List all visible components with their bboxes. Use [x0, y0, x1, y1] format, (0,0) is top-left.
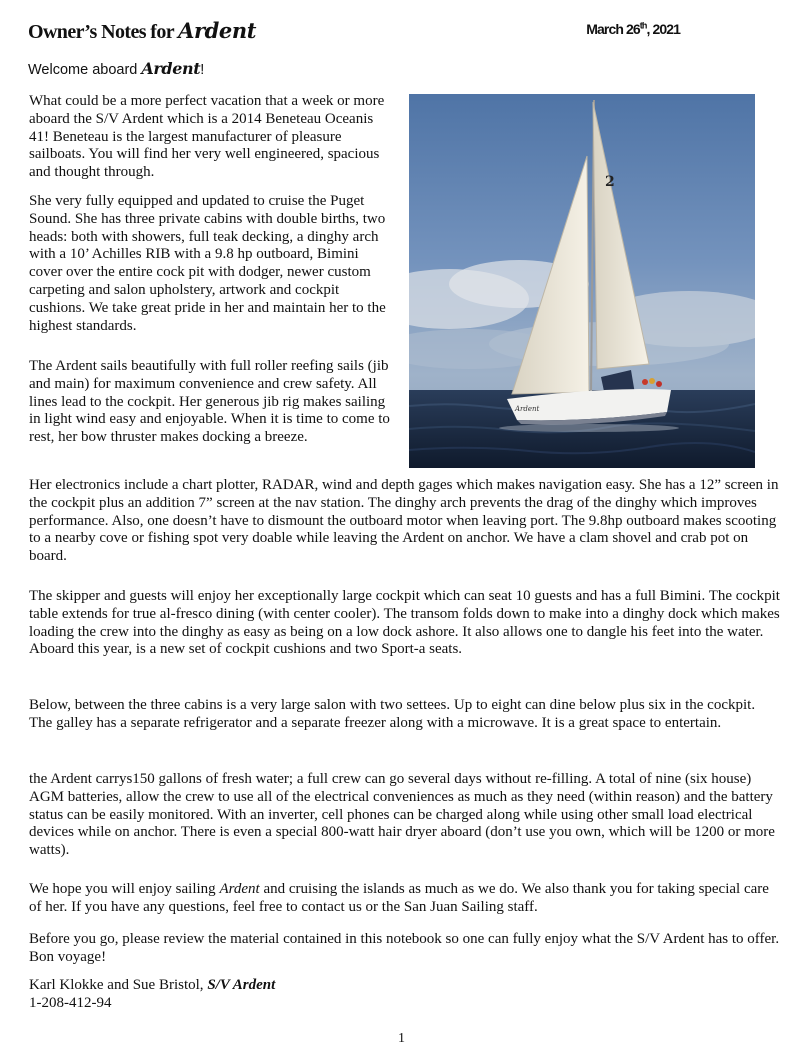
page-title — [28, 18, 256, 44]
equipment-paragraph: She very fully equipped and updated to cruise the Puget Sound. She has three private cabins with double births, two heads: both with showers, full teak decking, a dinghy arch with a 10’ Achilles RIB with a 9.8 hp outboard, Bimini cover over the entire cock pit with dodger, newer custom carpeting and salon upholstery, artwork and cockpit cushions. We take great pride in her and maintain her to the highest standards. — [29, 193, 386, 334]
welcome-prefix: Welcome aboard — [28, 62, 142, 78]
title-boat-name: Ardent — [178, 18, 257, 43]
document-date — [586, 21, 680, 37]
cockpit-paragraph: The skipper and guests will enjoy her exceptionally large cockpit which can seat 10 guests and has a full Bimini. The cockpit table extends for true al-fresco dining (with center cooler). The transom folds down to make into a dinghy dock which makes loading the crew into the dinghy as easy as being on a low dock ashore. It also allows one to dangle his feet into the water. Aboard this year, is a new set of cockpit cushions and two Sport-a seats. — [29, 588, 780, 658]
electronics-paragraph: Her electronics include a chart plotter, RADAR, wind and depth gages which makes navigation easy. She has a 12” screen in the cockpit plus an addition 7” screen at the nav station. The dinghy arch prevents the drag of the dinghy which improves performance. Also, one doesn’t have to dismount the outboard motor when leaving port. The 9.8hp outboard makes scooting to a nearby cove or fishing spot very doable while leaving the Ardent on anchor. We have a clam shovel and crab pot on board. — [29, 477, 779, 565]
salon-paragraph: Below, between the three cabins is a very large salon with two settees. Up to eight can dine below plus six in the cockpit. The galley has a separate refrigerator and a separate freezer along with a microwave. It is a great space to entertain. — [29, 697, 756, 731]
sailboat-image — [409, 94, 755, 468]
closing-after: and cruising the islands as much as we do. We also thank you for taking special care of her. If you have any questions, feel free to contact us or the San Juan Sailing staff. — [29, 881, 769, 915]
sailing-paragraph: The Ardent sails beautifully with full roller reefing sails (jib and main) for maximum convenience and crew safety. All lines lead to the cockpit. Her generous jib rig makes sailing in light wind easy and enjoyable. When it is time to come to rest, her bow thruster makes docking a breeze. — [29, 358, 390, 446]
sailboat-photo — [409, 94, 755, 468]
date-year: , 2021 — [646, 21, 680, 37]
intro-paragraph: What could be a more perfect vacation that a week or more aboard the S/V Ardent which is a 2014 Beneteau Oceanis 41! Beneteau is the largest manufacturer of pleasure sailboats. You will find her very well engineered, spacious and thought through. — [29, 93, 385, 181]
closing-before: We hope you will enjoy sailing — [29, 881, 220, 897]
hull-name: Ardent — [515, 405, 540, 413]
sail-number: 2 — [605, 174, 615, 190]
signature-vessel: S/V Ardent — [207, 977, 276, 993]
welcome-line — [28, 59, 204, 78]
title-prefix: Owner’s Notes for — [28, 21, 179, 43]
utilities-paragraph: the Ardent carrys150 gallons of fresh water; a full crew can go several days without re-filling. A total of nine (six house) AGM batteries, allow the crew to use all of the electrical conveniences as much as they need (within reason) and the battery status can be easily monitored. With an inverter, cell phones can be charged along while using other small load electrical devices while on anchor. There is even a special 800-watt hair dryer aboard (don’t use you own, which will be 1200 or more watts). — [29, 771, 775, 859]
signature-line — [29, 977, 275, 995]
final-paragraph: Before you go, please review the material contained in this notebook so one can fully enjoy what the S/V Ardent has to offer. Bon voyage! — [29, 931, 780, 965]
date-main: March 26 — [586, 21, 640, 37]
page-number: 1 — [398, 1031, 405, 1046]
page-header — [28, 18, 788, 44]
welcome-suffix: ! — [200, 62, 205, 78]
closing-paragraph — [29, 881, 781, 917]
welcome-boat-name: Ardent — [141, 59, 201, 78]
date-suffix: th — [639, 20, 647, 31]
signature-names: Karl Klokke and Sue Bristol, — [29, 977, 208, 993]
signature-block — [29, 977, 275, 1012]
signature-phone: 1-208-412-94 — [29, 994, 112, 1011]
closing-boat-name: Ardent — [219, 881, 260, 897]
